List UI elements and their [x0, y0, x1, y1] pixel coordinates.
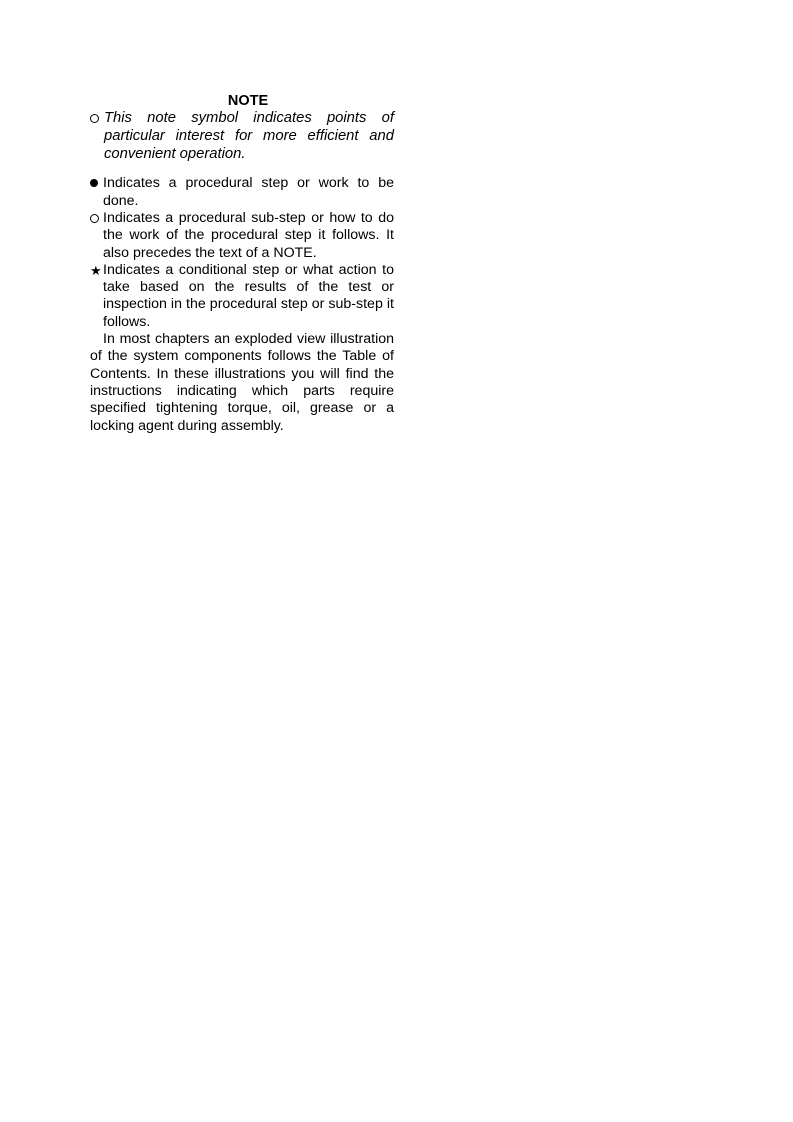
- hollow-circle-icon: [90, 214, 99, 223]
- list-item-procedural-step: [90, 175, 394, 210]
- star-icon: ★: [90, 262, 102, 278]
- note-heading: NOTE: [227, 93, 269, 109]
- symbol-legend-list: [90, 175, 394, 331]
- note-text: This note symbol indicates points of particular interest for more efficient and convenient operation.: [104, 110, 394, 162]
- filled-circle-icon: [90, 179, 98, 187]
- hollow-circle-icon: [90, 114, 99, 123]
- manual-column: [90, 92, 394, 435]
- list-item-text: Indicates a conditional step or what action to take based on the results of the test or inspection in the procedural step or sub-step it follows.: [103, 261, 394, 330]
- list-item-sub-step: [90, 210, 394, 262]
- list-item-text: Indicates a procedural sub-step or how to do the work of the procedural step it follows. It also precedes the text of a NOTE.: [103, 209, 394, 261]
- list-item-text: Indicates a procedural step or work to be done.: [103, 175, 394, 209]
- note-text-block: [90, 110, 394, 163]
- list-item-conditional-step: [90, 262, 394, 331]
- body-paragraph: In most chapters an exploded view illustration of the system components follows the Table of Contents. In these illustrations you will find the instructions indicating which parts require specified tightening torque, oil, grease or a locking agent during assembly.: [90, 331, 394, 434]
